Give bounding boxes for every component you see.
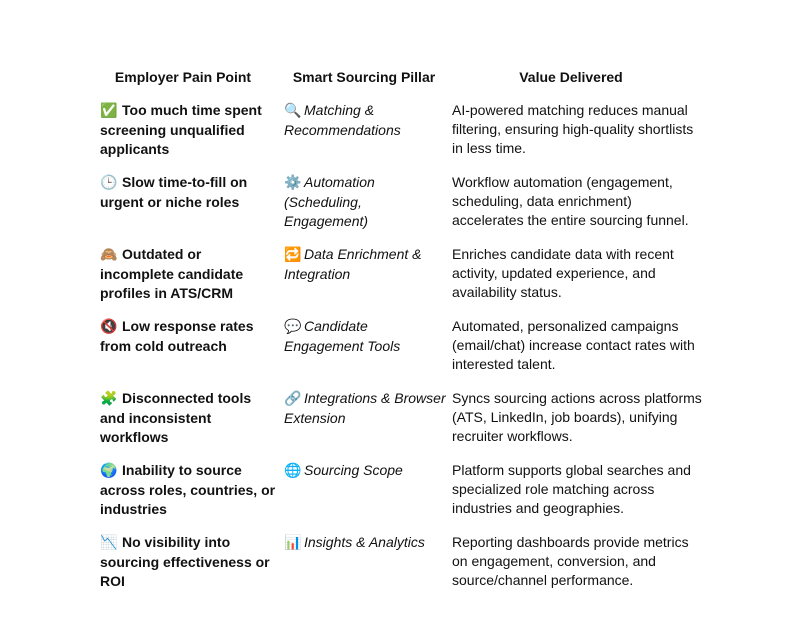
bar-chart-icon: 📊	[284, 535, 302, 551]
header-pain-point: Employer Pain Point	[114, 69, 252, 85]
pillar-cell	[284, 389, 452, 461]
pillar-text: Integrations & Browser Extension	[284, 390, 446, 426]
muted-speaker-icon: 🔇	[100, 319, 118, 335]
pain-point-cell	[100, 245, 284, 317]
pain-point-text: Outdated or incomplete candidate profiles in ATS/CRM	[100, 246, 244, 301]
magnifier-icon: 🔍	[284, 103, 302, 119]
speech-bubble-icon: 💬	[284, 319, 302, 335]
pain-point-cell	[100, 101, 284, 173]
table-row	[100, 173, 710, 245]
gear-icon: ⚙️	[284, 175, 302, 191]
globe-with-meridians-icon: 🌐	[284, 463, 302, 479]
pillar-text: Matching & Recommendations	[284, 102, 401, 138]
pillar-cell	[284, 461, 452, 533]
pillar-cell	[284, 317, 452, 389]
value-cell: Enriches candidate data with recent activity, updated experience, and availability status.	[452, 246, 674, 300]
pain-point-text: Low response rates from cold outreach	[100, 318, 254, 354]
table-header	[100, 68, 710, 87]
table-row	[100, 389, 710, 461]
header-value: Value Delivered	[519, 69, 623, 85]
pain-point-text: No visibility into sourcing effectiveness or ROI	[100, 534, 270, 589]
pillar-cell	[284, 533, 452, 605]
header-pillar: Smart Sourcing Pillar	[292, 69, 436, 85]
link-icon: 🔗	[284, 391, 302, 407]
pain-point-text: Slow time-to-fill on urgent or niche roles	[100, 174, 248, 210]
value-cell: Platform supports global searches and specialized role matching across industries and geographies.	[452, 462, 691, 516]
pillar-text: Sourcing Scope	[304, 462, 403, 478]
pillar-text: Candidate Engagement Tools	[284, 318, 401, 354]
pain-point-cell	[100, 173, 284, 245]
pillar-cell	[284, 245, 452, 317]
pain-point-text: Too much time spent screening unqualified applicants	[100, 102, 262, 157]
chart-decreasing-icon: 📉	[100, 535, 118, 551]
pain-point-cell	[100, 389, 284, 461]
repeat-icon: 🔁	[284, 247, 302, 263]
value-cell: Syncs sourcing actions across platforms (ATS, LinkedIn, job boards), unifying recruiter workflows.	[452, 390, 702, 444]
pain-point-cell	[100, 533, 284, 605]
pillar-cell	[284, 173, 452, 245]
check-mark-icon: ✅	[100, 103, 118, 119]
pillar-cell	[284, 101, 452, 173]
table-row	[100, 245, 710, 317]
value-cell: Reporting dashboards provide metrics on engagement, conversion, and source/channel performance.	[452, 534, 689, 588]
value-cell: AI-powered matching reduces manual filtering, ensuring high-quality shortlists in less time.	[452, 102, 694, 156]
table-row	[100, 533, 710, 605]
table-row	[100, 101, 710, 173]
pain-point-text: Inability to source across roles, countries, or industries	[100, 462, 276, 517]
pillar-text: Automation (Scheduling, Engagement)	[284, 174, 375, 229]
pillar-text: Insights & Analytics	[304, 534, 425, 550]
see-no-evil-monkey-icon: 🙈	[100, 247, 118, 263]
puzzle-piece-icon: 🧩	[100, 391, 118, 407]
table-row	[100, 461, 710, 533]
pain-point-cell	[100, 317, 284, 389]
pain-point-cell	[100, 461, 284, 533]
pillar-text: Data Enrichment & Integration	[284, 246, 422, 282]
pain-point-table	[100, 68, 710, 605]
pain-point-text: Disconnected tools and inconsistent workflows	[100, 390, 252, 445]
table-row	[100, 317, 710, 389]
clock-icon: 🕒	[100, 175, 118, 191]
value-cell: Workflow automation (engagement, scheduling, data enrichment) accelerates the entire sourcing funnel.	[452, 174, 689, 228]
value-cell: Automated, personalized campaigns (email/chat) increase contact rates with interested talent.	[452, 318, 695, 372]
globe-icon: 🌍	[100, 463, 118, 479]
